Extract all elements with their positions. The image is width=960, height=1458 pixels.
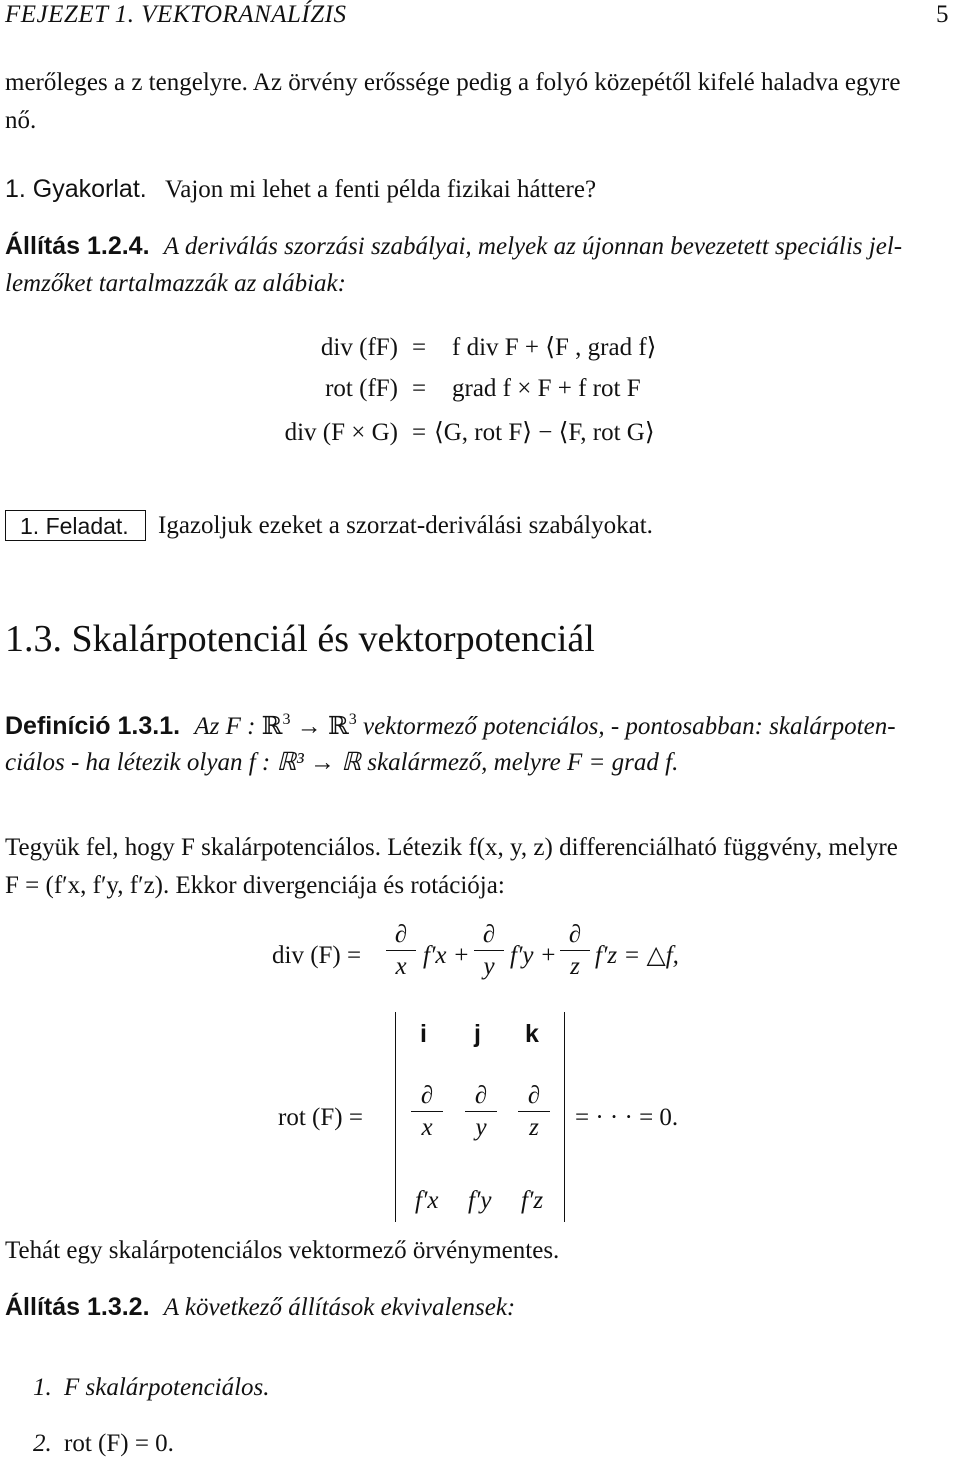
det-partial-y: ∂ y [465, 1083, 497, 1140]
rule-2-lhs: rot (fF) [325, 375, 398, 402]
section-title: 1.3. Skalárpotenciál és vektorpotenciál [5, 618, 595, 660]
rule-1-lhs: div (fF) [320, 334, 398, 361]
definition-1-3-1-line-1 [5, 712, 896, 739]
exercise-1 [5, 177, 596, 202]
definition-1-3-1-text-a: Az F : [194, 713, 262, 740]
task-1-text: Igazoljuk ezeket a szorzat-deriválási szabályokat. [158, 512, 653, 539]
div-term-z: f′z = △f, [595, 942, 679, 969]
task-1-label: 1. Feladat. [20, 513, 129, 539]
det-partial-z: ∂ z [518, 1083, 550, 1140]
definition-1-3-1-text-b: vektormező potenciálos, - pontosabban: skalárpoten- [356, 713, 896, 740]
div-term-x: f′x + [423, 942, 470, 969]
list-item-number: 1. [33, 1374, 52, 1401]
intro-line-1: merőleges a z tengelyre. Az örvény erőssége pedig a folyó közepétől kifelé haladva egyre [5, 69, 901, 96]
list-item-text: F skalárpotenciálos. [64, 1374, 270, 1401]
rule-1-rhs: f div F + ⟨F , grad f⟩ [452, 334, 657, 361]
rule-1-eq: = [412, 334, 427, 361]
proposition-1-2-4-line-1 [5, 234, 902, 259]
list-item [33, 1375, 270, 1400]
det-i: i [420, 1020, 427, 1048]
intro-line-2: nő. [5, 107, 37, 134]
div-fraction-x: ∂ x [386, 922, 416, 979]
rule-2-eq: = [412, 375, 427, 402]
rot-formula-rhs: = · · · = 0. [575, 1104, 679, 1131]
div-term-y: f′y + [510, 942, 557, 969]
det-j: j [474, 1020, 481, 1048]
rule-3-rhs: ⟨G, rot F⟩ − ⟨F, rot G⟩ [434, 419, 655, 446]
definition-1-3-1-label: Definíció 1.3.1. [5, 712, 181, 740]
det-fz: f′z [521, 1187, 544, 1214]
determinant-right-bar [564, 1012, 565, 1222]
list-item [33, 1431, 174, 1456]
body-line-1: Tegyük fel, hogy F skalárpotenciálos. Létezik f(x, y, z) differenciálható függvény, melyre [5, 834, 898, 861]
rule-3-lhs: div (F × G) [284, 419, 398, 446]
list-item-number: 2. [33, 1430, 52, 1457]
determinant-left-bar [395, 1012, 396, 1222]
det-fy: f′y [468, 1187, 492, 1214]
conclusion: Tehát egy skalárpotenciálos vektormező örvénymentes. [5, 1237, 560, 1264]
det-k: k [525, 1020, 539, 1048]
r3-to-r3: ℝ$^3$ → ℝ$^3$ [261, 711, 357, 740]
body-line-2: F = (f′x, f′y, f′z). Ekkor divergenciája és rotációja: [5, 872, 505, 899]
proposition-1-2-4-text: A deriválás szorzási szabályai, melyek az újonnan bevezetett speciális jel- [163, 233, 903, 260]
chapter-header: FEJEZET 1. VEKTORANALÍZIS [5, 1, 347, 28]
rule-3-eq: = [412, 419, 427, 446]
det-partial-x: ∂ x [411, 1083, 443, 1140]
definition-1-3-1-line-2: ciálos - ha létezik olyan f : ℝ³ → ℝ skalármező, melyre F = grad f. [5, 749, 679, 776]
proposition-1-3-2-text: A következő állítások ekvivalensek: [163, 1294, 516, 1321]
proposition-1-3-2 [5, 1295, 515, 1320]
div-formula-lhs: div (F) = [272, 942, 362, 969]
proposition-1-3-2-label: Állítás 1.3.2. [5, 1293, 150, 1321]
page-number: 5 [936, 1, 949, 28]
proposition-1-2-4-label: Állítás 1.2.4. [5, 232, 150, 260]
div-fraction-y: ∂ y [474, 922, 504, 979]
proposition-1-2-4-line-2: lemzőket tartalmazzák az alábiak: [5, 270, 346, 297]
exercise-1-text: Vajon mi lehet a fenti példa fizikai háttere? [164, 176, 597, 203]
exercise-1-label: 1. Gyakorlat. [5, 175, 147, 203]
div-fraction-z: ∂ z [560, 922, 590, 979]
rot-formula-lhs: rot (F) = [278, 1104, 363, 1131]
det-fx: f′x [415, 1187, 439, 1214]
list-item-text: rot (F) = 0. [64, 1430, 174, 1457]
rule-2-rhs: grad f × F + f rot F [452, 375, 641, 402]
